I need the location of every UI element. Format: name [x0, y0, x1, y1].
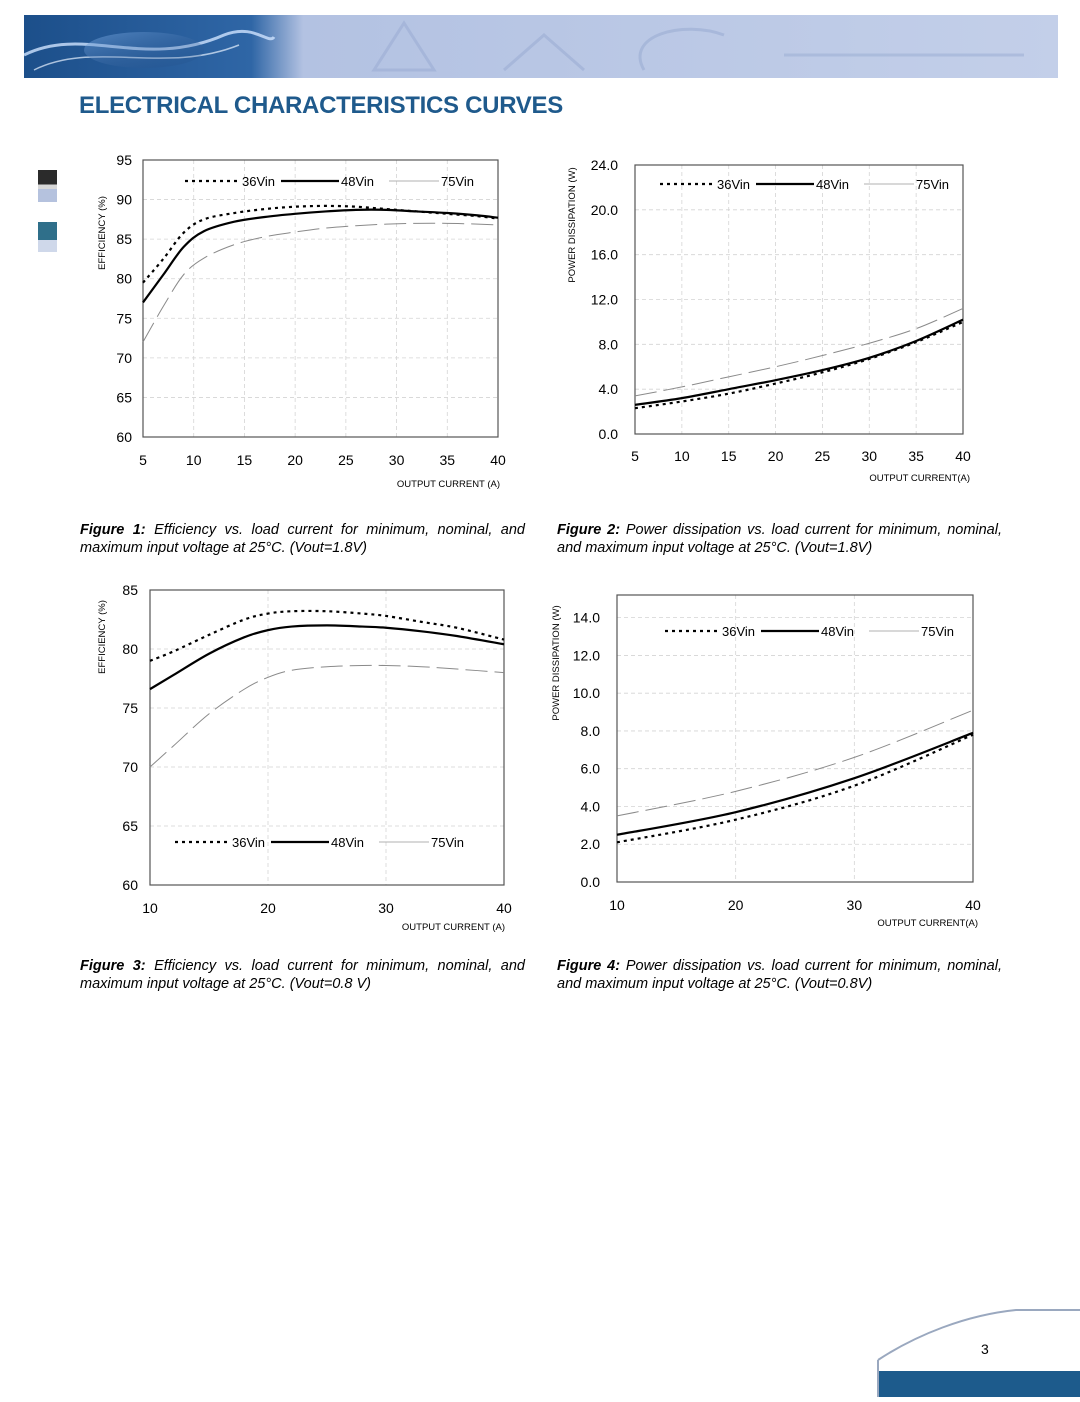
x-tick-label: 35 — [908, 448, 924, 464]
chart-efficiency-0v8 — [80, 575, 530, 940]
x-tick-label: 5 — [631, 448, 639, 464]
figure-2-label: Figure 2: — [557, 522, 621, 538]
series-line-36Vin — [635, 322, 963, 408]
legend-label: 75Vin — [431, 835, 465, 850]
x-axis-label: OUTPUT CURRENT(A) — [869, 473, 970, 484]
legend-label: 36Vin — [242, 174, 276, 189]
y-tick-label: 8.0 — [580, 722, 600, 739]
figure-3-text: Efficiency vs. load current for minimum, nominal, and maximum input voltage at 25°C. (Vout=0.8 V) — [80, 958, 525, 992]
y-tick-label: 0.0 — [598, 426, 618, 442]
figure-2-caption — [557, 521, 1002, 557]
series-line-75Vin — [150, 665, 504, 767]
y-tick-label: 80 — [116, 270, 132, 287]
series-line-48Vin — [617, 733, 973, 835]
y-tick-label: 20.0 — [590, 201, 618, 218]
x-tick-label: 5 — [139, 452, 147, 468]
figure-4-label: Figure 4: — [557, 958, 621, 974]
x-tick-label: 35 — [439, 452, 456, 468]
series-line-75Vin — [617, 710, 973, 816]
figure-1-label: Figure 1: — [80, 522, 146, 538]
plot-frame — [143, 160, 498, 437]
y-axis-label: EFFICIENCY (%) — [97, 196, 108, 270]
swatch-gray — [38, 170, 57, 202]
x-tick-label: 30 — [861, 448, 878, 464]
y-tick-label: 4.0 — [598, 381, 618, 398]
y-tick-label: 90 — [116, 191, 132, 208]
y-tick-label: 75 — [116, 310, 132, 327]
footer-corner-graphic — [876, 1305, 1080, 1402]
y-tick-label: 12.0 — [572, 647, 600, 664]
y-tick-label: 65 — [122, 818, 138, 834]
legend-label: 36Vin — [232, 835, 266, 850]
x-tick-label: 30 — [378, 900, 394, 916]
legend-label: 75Vin — [441, 174, 475, 189]
y-tick-label: 65 — [116, 389, 132, 406]
x-tick-label: 10 — [185, 452, 202, 468]
legend-label: 48Vin — [331, 835, 365, 850]
x-tick-label: 10 — [142, 900, 158, 916]
y-axis-label: POWER DISSIPATION (W) — [551, 605, 562, 721]
legend-label: 48Vin — [821, 624, 855, 639]
y-tick-label: 6.0 — [580, 760, 600, 777]
x-tick-label: 15 — [236, 452, 253, 468]
y-tick-label: 85 — [116, 231, 132, 248]
plot-frame — [617, 595, 973, 882]
y-tick-label: 24.0 — [590, 157, 618, 173]
x-tick-label: 20 — [767, 448, 784, 464]
x-tick-label: 10 — [609, 897, 625, 913]
series-line-36Vin — [143, 206, 498, 283]
y-tick-label: 8.0 — [598, 336, 618, 353]
x-tick-label: 20 — [727, 897, 744, 913]
figure-3-label: Figure 3: — [80, 958, 146, 974]
figure-4-caption — [557, 957, 1002, 993]
x-tick-label: 30 — [846, 897, 863, 913]
page-number: 3 — [981, 1341, 989, 1357]
chart-power-dissipation-0v8 — [545, 575, 995, 940]
y-tick-label: 70 — [116, 349, 132, 366]
x-tick-label: 25 — [338, 452, 354, 468]
header-banner — [24, 15, 1058, 78]
legend-label: 75Vin — [916, 177, 950, 192]
y-tick-label: 16.0 — [590, 246, 618, 263]
figure-1-caption — [80, 521, 525, 557]
x-tick-label: 40 — [490, 452, 506, 468]
y-tick-label: 0.0 — [580, 874, 600, 890]
legend-label: 75Vin — [921, 624, 955, 639]
x-tick-label: 40 — [955, 448, 971, 464]
y-tick-label: 75 — [122, 700, 138, 716]
figure-3-caption — [80, 957, 525, 993]
series-line-75Vin — [635, 308, 963, 395]
y-tick-label: 4.0 — [580, 798, 600, 815]
y-tick-label: 70 — [122, 759, 138, 775]
x-tick-label: 40 — [965, 897, 981, 913]
x-tick-label: 30 — [388, 452, 405, 468]
x-tick-label: 10 — [674, 448, 690, 464]
series-line-75Vin — [143, 223, 498, 342]
legend-label: 36Vin — [722, 624, 756, 639]
chart-efficiency-1v8 — [80, 145, 530, 495]
figure-2-text: Power dissipation vs. load current for minimum, nominal, and maximum input voltage at 25°C. (Vout=1.8V) — [557, 522, 1002, 556]
y-tick-label: 60 — [122, 877, 138, 893]
figure-4-text: Power dissipation vs. load current for minimum, nominal, and maximum input voltage at 25°C. (Vout=0.8V) — [557, 958, 1002, 992]
y-axis-label: POWER DISSIPATION (W) — [567, 167, 578, 283]
series-line-48Vin — [635, 320, 963, 405]
y-tick-label: 60 — [116, 429, 132, 445]
chart-power-dissipation-1v8 — [545, 145, 995, 495]
y-tick-label: 12.0 — [590, 291, 618, 308]
x-tick-label: 20 — [260, 900, 276, 916]
x-tick-label: 25 — [814, 448, 831, 464]
y-tick-label: 80 — [122, 641, 138, 657]
x-tick-label: 40 — [496, 900, 512, 916]
y-tick-label: 85 — [122, 582, 138, 598]
y-tick-label: 95 — [116, 152, 132, 168]
legend-label: 36Vin — [717, 177, 751, 192]
y-tick-label: 10.0 — [572, 685, 600, 702]
series-line-48Vin — [150, 625, 504, 689]
section-title: ELECTRICAL CHARACTERISTICS CURVES — [79, 92, 563, 119]
figure-1-text: Efficiency vs. load current for minimum, nominal, and maximum input voltage at 25°C. (Vout=1.8V) — [80, 522, 525, 556]
x-axis-label: OUTPUT CURRENT (A) — [396, 479, 500, 490]
y-tick-label: 14.0 — [572, 609, 600, 626]
x-axis-label: OUTPUT CURRENT(A) — [877, 918, 978, 929]
legend-label: 48Vin — [816, 177, 850, 192]
y-tick-label: 2.0 — [580, 836, 600, 853]
swatch-teal — [38, 222, 57, 252]
legend-label: 48Vin — [341, 174, 375, 189]
x-axis-label: OUTPUT CURRENT (A) — [401, 922, 505, 933]
x-tick-label: 15 — [720, 448, 737, 464]
y-axis-label: EFFICIENCY (%) — [97, 600, 108, 674]
x-tick-label: 20 — [287, 452, 303, 468]
